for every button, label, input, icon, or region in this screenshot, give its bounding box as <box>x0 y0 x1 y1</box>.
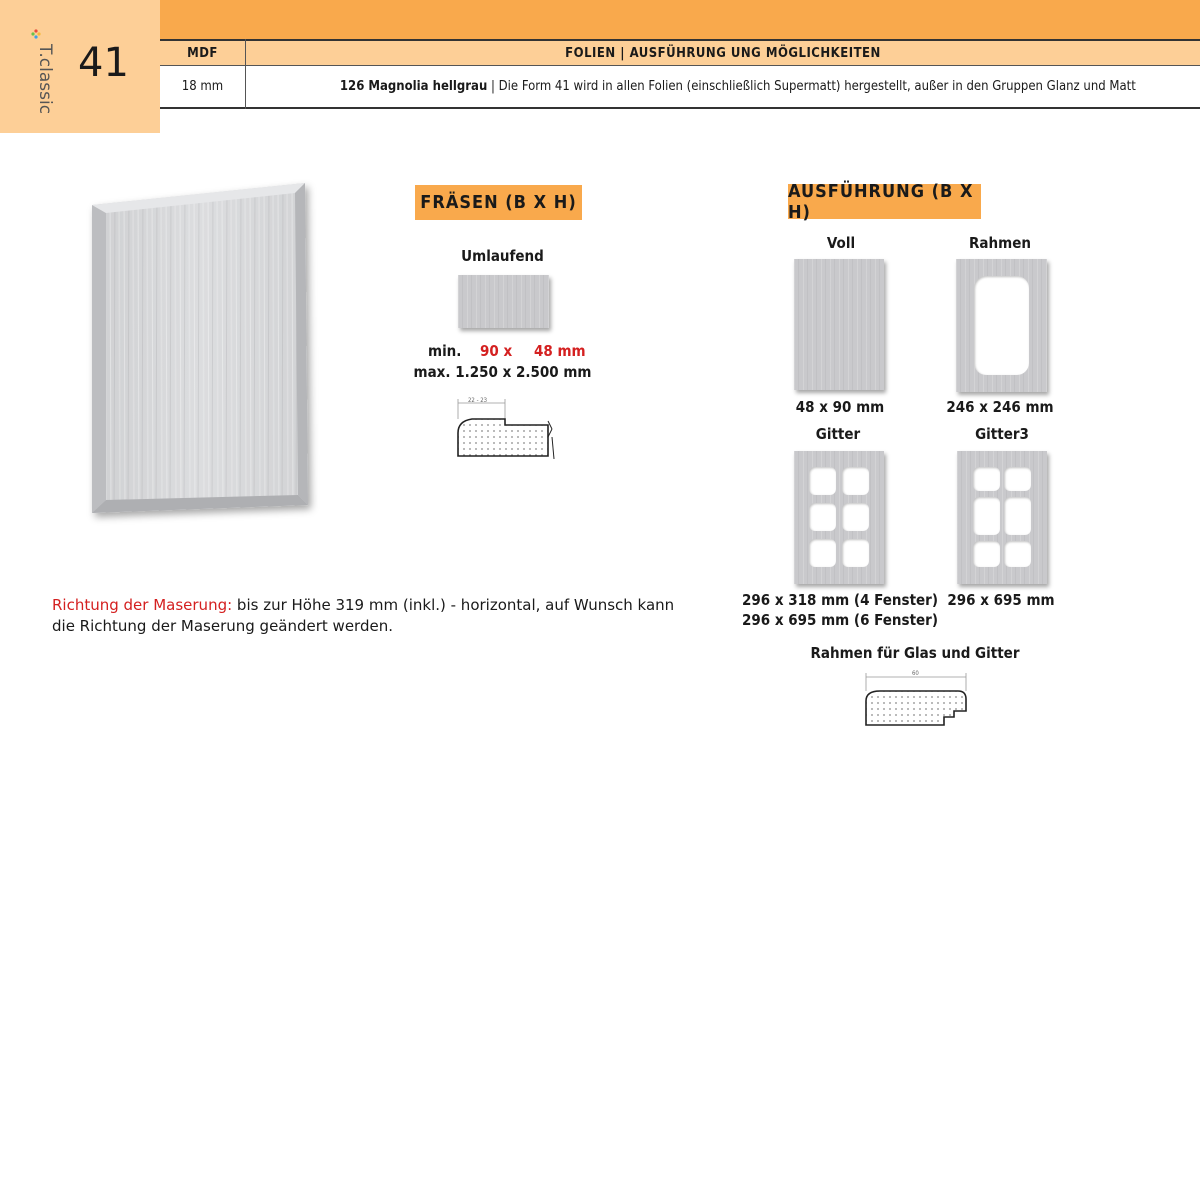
milling-title: FRÄSEN (B X H) <box>415 185 582 220</box>
voll-size: 48 x 90 mm <box>795 398 885 416</box>
glass-pane <box>842 503 869 531</box>
header-table <box>160 39 1200 109</box>
rahmen-panel <box>956 259 1047 392</box>
profile-dimension: 22 - 23 <box>468 397 488 404</box>
header-row <box>160 39 1200 66</box>
gitter3-panel <box>957 451 1047 584</box>
glass-pane <box>974 276 1029 375</box>
grain-direction-note <box>52 595 692 637</box>
color-name: 126 Magnolia hellgrau <box>339 79 488 94</box>
model-badge <box>0 0 160 133</box>
note-lead: Richtung der Maserung: <box>52 596 233 614</box>
glass-pane <box>973 497 1000 535</box>
voll-panel <box>794 259 884 390</box>
rahmen-size: 246 x 246 mm <box>946 398 1054 416</box>
milling-sample <box>458 275 549 328</box>
glass-pane <box>809 467 836 495</box>
gitter-panel <box>794 451 884 584</box>
milling-type-label: Umlaufend <box>461 247 544 265</box>
glass-pane <box>1004 541 1031 567</box>
glass-pane <box>809 539 836 567</box>
wood-grain <box>794 451 884 584</box>
min-label: min. <box>428 342 462 360</box>
glass-pane <box>842 539 869 567</box>
brand-logo <box>6 28 55 115</box>
description-text: | Die Form 41 wird in allen Folien (einschließlich Supermatt) hergestellt, außer in den Gruppen Glanz und Matt <box>487 79 1136 94</box>
wood-grain <box>794 259 884 390</box>
voll-label: Voll <box>826 234 856 252</box>
wood-grain <box>458 275 549 328</box>
gitter3-label: Gitter3 <box>975 425 1029 443</box>
max-size: max. 1.250 x 2.500 mm <box>413 363 592 381</box>
glass-pane <box>842 467 869 495</box>
milling-profile-drawing <box>450 393 560 463</box>
glass-pane <box>973 541 1000 567</box>
foil-description <box>246 66 1200 107</box>
gitter-label: Gitter <box>815 425 861 443</box>
material-header: MDF <box>187 46 218 61</box>
glass-pane <box>1004 467 1031 491</box>
min-width: 90 x <box>480 342 513 360</box>
frame-profile-label: Rahmen für Glas und Gitter <box>810 644 1020 662</box>
frame-dimension: 60 <box>912 670 919 677</box>
gitter-size-6: 296 x 695 mm (6 Fenster) <box>741 611 939 629</box>
model-number: 41 <box>78 40 129 86</box>
execution-title: AUSFÜHRUNG (B X H) <box>788 184 981 219</box>
gitter-size-4: 296 x 318 mm (4 Fenster) <box>741 591 939 609</box>
note-text: bis zur Höhe 319 mm (inkl.) - horizontal, auf Wunsch kann die Richtung der Maserung geändert werden. <box>52 596 675 635</box>
column-divider <box>245 39 246 109</box>
top-bar <box>160 0 1200 39</box>
door-image <box>80 175 320 525</box>
glass-pane <box>809 503 836 531</box>
glass-pane <box>973 467 1000 491</box>
rahmen-label: Rahmen <box>969 234 1031 252</box>
thickness-value: 18 mm <box>181 79 224 94</box>
glass-pane <box>1004 497 1031 535</box>
min-height: 48 mm <box>534 342 586 360</box>
brand-text: T.classic <box>35 44 55 115</box>
wood-grain <box>957 451 1047 584</box>
foils-header: FOLIEN | AUSFÜHRUNG UNG MÖGLICHKEITEN <box>565 46 881 61</box>
gitter3-size: 296 x 695 mm <box>947 591 1055 609</box>
header-values-row <box>160 66 1200 109</box>
frame-profile-drawing <box>858 665 973 730</box>
